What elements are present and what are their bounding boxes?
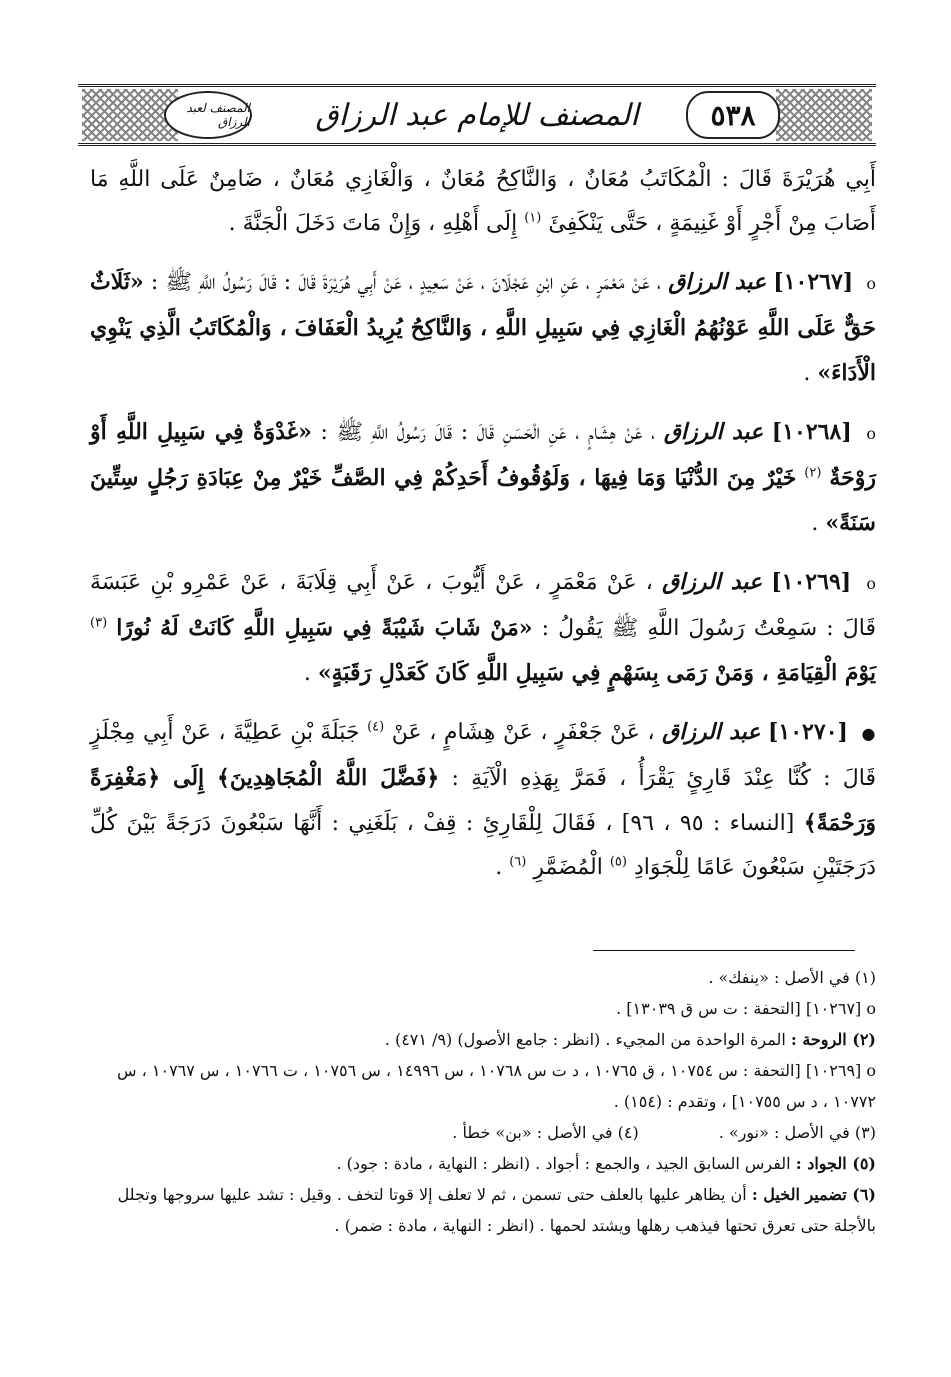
hadith-number: [١٠٢٦٨] — [771, 419, 852, 445]
hadith-text: خَيْرٌ مِنَ الدُّنْيَا وَمَا فِيهَا ، وَلَوُقُوفُ أَحَدِكُمْ فِي الصَّفِّ خَيْرٌ مِنْ عِبَادَةِ رَجُلٍ سِتِّينَ سَنَةً» — [90, 465, 876, 536]
paragraph-text: أَبِي هُرَيْرَةَ قَالَ : الْمُكَاتَبُ مُعَانٌ ، وَالنَّاكِحُ مُعَانٌ ، وَالْغَازِي مُعَانٌ ، ضَامِنٌ عَلَى اللَّهِ مَا أَصَابَ مِنْ أَجْرٍ أَوْ غَنِيمَةٍ ، حَتَّى يَنْكَفِئَ — [90, 167, 876, 236]
isnad-text: ، عَنْ هِشَامٍ ، عَنِ الْحَسَنِ قَالَ : قَالَ رَسُولُ اللَّهِ ﷺ : — [320, 420, 656, 445]
hadith-text: «غَدْوَةٌ فِي سَبِيلِ اللَّهِ أَوْ رَوْحَةٌ — [90, 419, 876, 491]
book-emblem — [164, 91, 252, 139]
isnad-text: ، عَنْ مَعْمَرٍ ، عَنِ ابْنِ عَجْلَانَ ، عَنْ سَعِيدٍ ، عَنْ أَبِي هُرَيْرَةَ قَالَ : قَالَ رَسُولُ اللَّهِ ﷺ : — [150, 270, 662, 295]
footnote-text: (٣) في الأصل : «نور» . — [718, 1123, 876, 1142]
footnote-item — [90, 1179, 876, 1241]
hadith-number: [١٠٢٧٠] — [768, 719, 848, 745]
footnotes — [90, 962, 876, 1241]
footnote-item — [90, 1055, 876, 1117]
footnote-separator — [593, 950, 855, 951]
footnote-term: (٢) الروحة : — [790, 1030, 876, 1049]
author-name: عبد الرزاق — [663, 419, 764, 445]
footnote-item — [90, 962, 876, 993]
footnote-text: المرة الواحدة من المجيء . (انظر : جامع الأصول) (٩/ ٤٧١) . — [384, 1030, 786, 1049]
page-header — [78, 84, 876, 146]
emblem-text: المصنف لعبد الرزاق — [186, 101, 250, 129]
hadith-entry — [90, 410, 876, 546]
author-name: عبد الرزاق — [662, 719, 761, 745]
footnote-text: (١) في الأصل : «ينفك» . — [708, 968, 876, 987]
entry-marker: o — [866, 424, 876, 443]
paragraph-continuation — [90, 158, 876, 246]
header-ornament-right — [776, 89, 872, 141]
paragraph-end: . — [495, 855, 503, 880]
entry-marker: o — [866, 574, 877, 593]
isnad-text: ، عَنْ جَعْفَرٍ ، عَنْ هِشَامٍ ، عَنْ — [391, 720, 655, 745]
paragraph-end: . — [303, 661, 311, 686]
hadith-text: «ثَلَاثٌ حَقٌّ عَلَى اللَّهِ عَوْنُهُمُ الْغَازِي فِي سَبِيلِ اللَّهِ ، وَالنَّاكِحُ يُرِيدُ الْعَفَافَ ، وَالْمُكَاتَبُ الَّذِي يَنْوِي الْأَدَاءَ» — [90, 269, 876, 386]
running-title: المصنف للإمام عبد الرزاق — [285, 98, 668, 133]
entry-marker: ● — [861, 724, 877, 743]
footnote-text: (٤) في الأصل : «بن» خطأ . — [452, 1123, 639, 1142]
footnote-text: الفرس السابق الجيد ، والجمع : أجواد . (انظر : النهاية ، مادة : جود) . — [336, 1154, 791, 1173]
hadith-entry — [90, 260, 876, 396]
paragraph-text: الْمُضَمَّرِ — [533, 855, 603, 880]
isnad-text: ، عَنْ مَعْمَرٍ ، عَنْ أَيُّوبَ ، عَنْ أَبِي قِلَابَةَ ، عَنْ عَمْرِو بْنِ عَبَسَةَ قَالَ : سَمِعْتُ رَسُولَ اللَّهِ ﷺ يَقُولُ : — [90, 570, 877, 641]
footnote-ref[interactable]: (٢) — [804, 465, 822, 481]
paragraph-text: إِلَى أَهْلِهِ ، وَإِنْ مَاتَ دَخَلَ الْجَنَّةَ . — [228, 211, 518, 236]
footnote-item — [90, 1024, 876, 1055]
footnote-pair — [90, 1117, 876, 1148]
hadith-number: [١٠٢٦٧] — [773, 269, 854, 295]
footnote-term: (٦) تضمير الخيل : — [751, 1185, 876, 1204]
hadith-text: يَوْمَ الْقِيَامَةِ ، وَمَنْ رَمَى بِسَهْمٍ فِي سَبِيلِ اللَّهِ كَانَ كَعَدْلِ رَقَبَةٍ» — [317, 660, 876, 686]
page-number: ٥٣٨ — [686, 91, 780, 139]
quran-verse: ﴿فَضَّلَ اللَّهُ الْمُجَاهِدِينَ﴾ إِلَى ﴿مَغْفِرَةً وَرَحْمَةً﴾ — [90, 765, 877, 836]
footnote-ref[interactable]: (٥) — [609, 854, 627, 870]
footnote-text: o [١٠٢٦٩] [التحفة : س ١٠٧٥٤ ، ق ١٠٧٦٥ ، د ت س ١٠٧٦٨ ، س ١٤٩٩٦ ، س ١٠٧٥٦ ، ت ١٠٧٦٦ ، س ١٠٧٦٧ ، س ١٠٧٧٢ ، د س ١٠٧٥٥] ، وتقدم : (١٥٤) . — [117, 1061, 876, 1111]
hadith-text: «مَنْ شَابَ شَيْبَةً فِي سَبِيلِ اللَّهِ كَانَتْ لَهُ نُورًا — [116, 615, 533, 641]
footnote-text: o [١٠٢٦٧] [التحفة : ت س ق ١٣٠٣٩] . — [616, 999, 876, 1018]
paragraph-end: . — [811, 511, 819, 536]
paragraph-end: . — [803, 361, 811, 386]
isnad-text: جَبَلَةَ بْنِ عَطِيَّةَ ، عَنْ أَبِي مِجْلَزٍ قَالَ : كُنَّا عِنْدَ قَارِئٍ يَقْرَأُ ، فَمَرَّ بِهَذِهِ الْآيَةِ : — [90, 720, 877, 791]
entry-marker: o — [866, 274, 876, 293]
footnote-term: (٥) الجواد : — [795, 1154, 876, 1173]
main-text — [90, 158, 876, 904]
paragraph-text: [النساء : ٩٥ ، ٩٦] ، فَقَالَ لِلْقَارِئِ : قِفْ ، بَلَغَنِي : أَنَّهَا سَبْعُونَ دَرَجَةً بَيْنَ كُلِّ دَرَجَتَيْنِ سَبْعُونَ عَامًا لِلْجَوَادِ — [90, 811, 876, 880]
footnote-ref[interactable]: (٣) — [90, 615, 108, 631]
hadith-entry — [90, 560, 876, 696]
author-name: عبد الرزاق — [668, 269, 767, 295]
hadith-number: [١٠٢٦٩] — [771, 569, 852, 595]
footnote-ref[interactable]: (٦) — [509, 854, 527, 870]
footnote-item — [90, 993, 876, 1024]
author-name: عبد الرزاق — [662, 569, 763, 595]
footnote-ref[interactable]: (١) — [524, 210, 542, 226]
hadith-entry — [90, 710, 876, 890]
footnote-text: أن يظاهر عليها بالعلف حتى تسمن ، ثم لا تعلف إلا قوتا لتخف . وقيل : تشد عليها سروجها وتجلل بالأجلة حتى تعرق تحتها فيذهب رهلها ويشتد لحمها . (انظر : النهاية ، مادة : ضمر) . — [117, 1185, 876, 1235]
footnote-ref[interactable]: (٤) — [367, 719, 385, 735]
footnote-item — [90, 1148, 876, 1179]
